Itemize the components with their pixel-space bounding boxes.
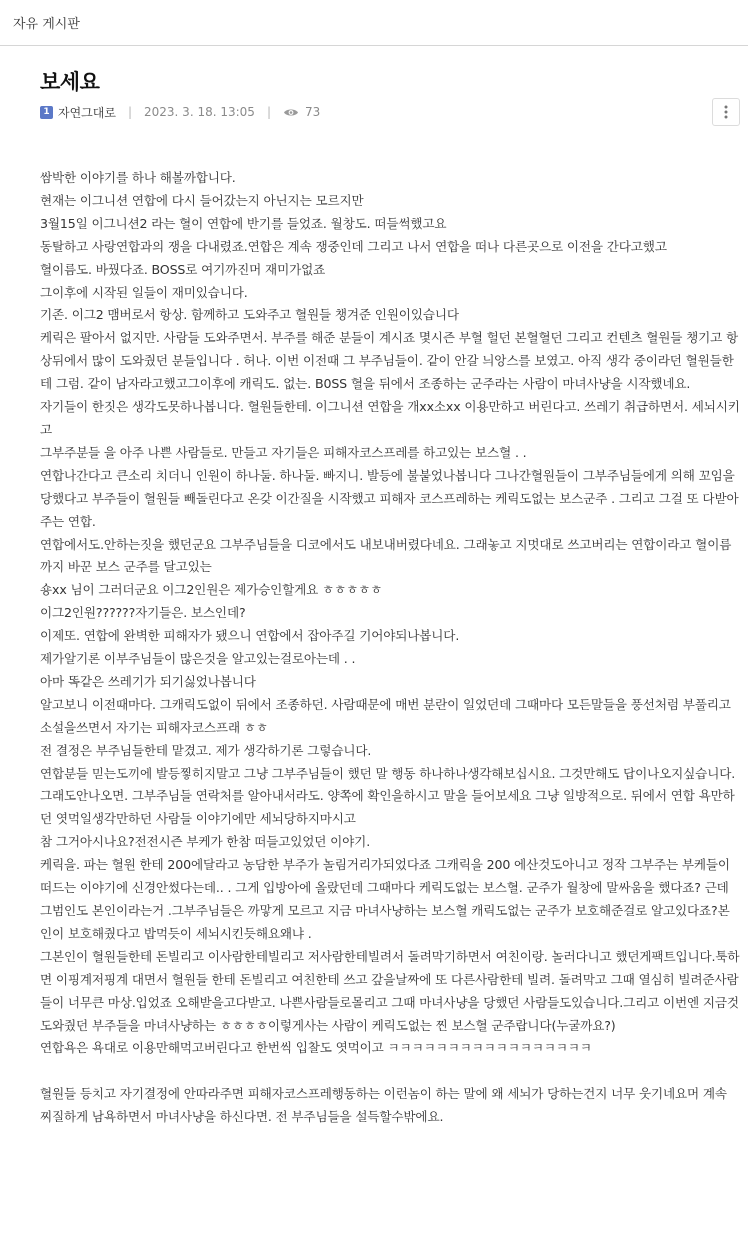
post-paragraph: 숑xx 님이 그러더군요 이그2인원은 제가승인할게요 ㅎㅎㅎㅎㅎ bbox=[40, 582, 383, 598]
post-paragraph: 그본인이 혈원들한테 돈빌리고 이사람한테빌리고 저사람한테빌려서 돌려막기하면서 여친이랑. 놀러다니고 했던게팩트입니다.툭하면 이핑계저핑계 대면서 혈원들 한테 돈빌리고 여친한테 쓰고 갚을날짜에 또 다른사람한테 빌려. 돌려막고 그때 열심히 빌려준사람들이 너무큰 마상.입었죠 오해받을고다받고. 나쁜사람들로몰리고 그때 마녀사냥을 당했던 사람들도있습니다.그리고 이번엔 지금것 도와줬던 부주들을 마녀사냥하는 ㅎㅎㅎㅎ이렇게사는 사람이 케릭도없는 찐 보스혈 군주랍니다(누굴까요?) bbox=[40, 948, 740, 1033]
more-options-button[interactable] bbox=[712, 98, 740, 126]
post-meta bbox=[40, 103, 320, 121]
post-paragraph: 제가알기론 이부주님들이 많은것을 알고있는걸로아는데 . . bbox=[40, 651, 356, 667]
post-paragraph: 그부주분들 을 아주 나쁜 사람들로. 만들고 자기들은 피해자코스프레를 하고있는 보스혈 . . bbox=[40, 444, 527, 460]
post-paragraph: 케릭을. 파는 혈원 한테 200에달라고 농담한 부주가 놀림거리가되었다죠 그캐릭을 200 에산것도아니고 정작 그부주는 부케들이 떠드는 이야기에 신경안썼다는데.. . 그게 입방아에 올랐던데 그때마다 케릭도없는 보스혈. 군주가 월창에 말싸움을 했다죠? 근데 그범인도 본인이라는거 .그부주님들은 까맣게 모르고 지금 마녀사냥하는 보스혈 캐릭도없는 군주가 보호해준걸로 알고있다죠?본인이 보호해줬다고 밥먹듯이 세뇌시킨듯해요왜냐 . bbox=[40, 857, 730, 941]
post-paragraph: 동탈하고 사랑연합과의 쟁을 다내렸죠.연합은 계속 쟁중인데 그리고 나서 연합을 떠나 다른곳으로 이전을 간다고했고 bbox=[40, 238, 667, 254]
post-paragraph: 연합욕은 욕대로 이용만해먹고버린다고 한번씩 입찰도 엿먹이고 ㅋㅋㅋㅋㅋㅋㅋㅋㅋㅋㅋㅋㅋㅋㅋㅋㅋ bbox=[40, 1040, 592, 1056]
post-paragraph: 혈이름도. 바꿨다죠. BOSS로 여기까진머 재미가없죠 bbox=[40, 261, 326, 277]
post-paragraph: 연합분들 믿는도끼에 발등찧히지말고 그냥 그부주님들이 했던 말 행동 하나하나생각해보십시요. 그것만해도 답이나오지싶습니다. bbox=[40, 765, 736, 781]
board-name-link[interactable]: 자유 게시판 bbox=[13, 17, 80, 32]
meta-divider: | bbox=[266, 105, 271, 119]
post-paragraph: 그이후에 시작된 일들이 재미있습니다. bbox=[40, 284, 248, 300]
author-name[interactable]: 자연그대로 bbox=[58, 105, 116, 120]
eye-icon bbox=[283, 107, 299, 118]
post-paragraph: 자기들이 한짓은 생각도못하나봅니다. 혈원들한테. 이그니션 연합을 개xx소xx 이용만하고 버린다고. 쓰레기 취급하면서. 세뇌시키고 bbox=[40, 399, 740, 437]
post-paragraph: 3월15일 이그니션2 라는 혈이 연합에 반기를 들었죠. 월창도. 떠들썩했고요 bbox=[40, 215, 447, 231]
post-paragraph: 쌈박한 이야기를 하나 해볼까합니다. bbox=[40, 170, 236, 185]
post-title: 보세요 bbox=[40, 70, 100, 94]
post-paragraph: 혈원들 등치고 자기결정에 안따라주면 피해자코스프레행동하는 이런놈이 하는 말에 왜 세뇌가 당하는건지 너무 웃기네요머 계속 찌질하게 남욕하면서 마녀사냥을 하신다면. 전 부주님들을 설득할수밖에요. bbox=[40, 1086, 727, 1125]
post-paragraph: 참 그거아시나요?전전시즌 부케가 한참 떠들고있었던 이야기. bbox=[40, 834, 371, 850]
board-header bbox=[0, 0, 748, 46]
post-paragraph: 연합에서도.안하는짓을 했던군요 그부주님들을 디코에서도 내보내버렸다네요. 그래놓고 지멋대로 쓰고버리는 연합이라고 혈이름까지 바꾼 보스 군주를 달고있는 bbox=[40, 536, 732, 575]
post-paragraph: 기존. 이그2 맴버로서 항상. 함께하고 도와주고 혈원들 챙겨준 인원이있습니다 bbox=[40, 307, 459, 323]
post-paragraph: 케릭은 팔아서 없지만. 사람들 도와주면서. 부주를 해준 분들이 계시죠 몇시즌 부혈 헐던 본혈혈던 그리고 컨텐츠 혈원들 챙기고 항상뒤에서 많이 도와줬던 분들입니다 . 허나. 이번 이전때 그 부주님들이. 같이 안갈 늬앙스를 보였고. 아직 생각 중이라던 혈원들한테 그럼. 같이 남자라고했고그이후에 캐릭도. 없는. B0SS 혈을 뒤에서 조종하는 군주라는 사람이 마녀사냥을 시작했네요. bbox=[40, 330, 739, 392]
author-level-badge: 1 bbox=[40, 106, 53, 119]
post-paragraph: 연합나간다고 큰소리 치더니 인원이 하나둘. 하나둘. 빠지니. 발등에 불붙었나봅니다 그나간혈원들이 그부주님들에게 의해 꼬임을 당했다고 부주들이 혈원들 빼돌린다고 온갖 이간질을 시작했고 피해자 코스프레하는 케릭도없는 보스군주 . 그리고 그걸 또 다받아주는 연합. bbox=[40, 467, 739, 529]
post-date: 2023. 3. 18. 13:05 bbox=[144, 105, 255, 119]
view-count bbox=[283, 105, 320, 119]
post-paragraph: 현재는 이그니션 연합에 다시 들어갔는지 아닌지는 모르지만 bbox=[40, 192, 364, 208]
view-count-value: 73 bbox=[304, 105, 321, 119]
post-paragraph: 전 결정은 부주님들한테 맡겼고. 제가 생각하기론 그렇습니다. bbox=[40, 742, 372, 758]
post-paragraph bbox=[40, 1060, 740, 1083]
more-vertical-icon bbox=[724, 105, 728, 119]
post-body bbox=[40, 167, 740, 1129]
post-paragraph: 아마 똑같은 쓰레기가 되기싫었나봅니다 bbox=[40, 673, 256, 689]
post-paragraph: 이제또. 연합에 완벽한 피해자가 됐으니 연합에서 잡아주길 기어야되나봅니다. bbox=[40, 628, 460, 644]
post-paragraph: 그래도안나오면. 그부주님들 연락처를 알아내서라도. 양쪽에 확인을하시고 말을 들어보세요 그냥 일방적으로. 뒤에서 연합 욕만하던 엿먹일생각만하던 사람들 이야기에만 세뇌당하지마시고 bbox=[40, 788, 735, 827]
post-paragraph: 알고보니 이전때마다. 그캐릭도없이 뒤에서 조종하던. 사람때문에 매번 분란이 일었던데 그때마다 모든말들을 풍선처럼 부풀리고 소설을쓰면서 자기는 피해자코스프래 ㅎㅎ bbox=[40, 696, 731, 735]
post-paragraph: 이그2인원??????자기들은. 보스인데? bbox=[40, 605, 246, 621]
meta-divider: | bbox=[127, 105, 133, 119]
